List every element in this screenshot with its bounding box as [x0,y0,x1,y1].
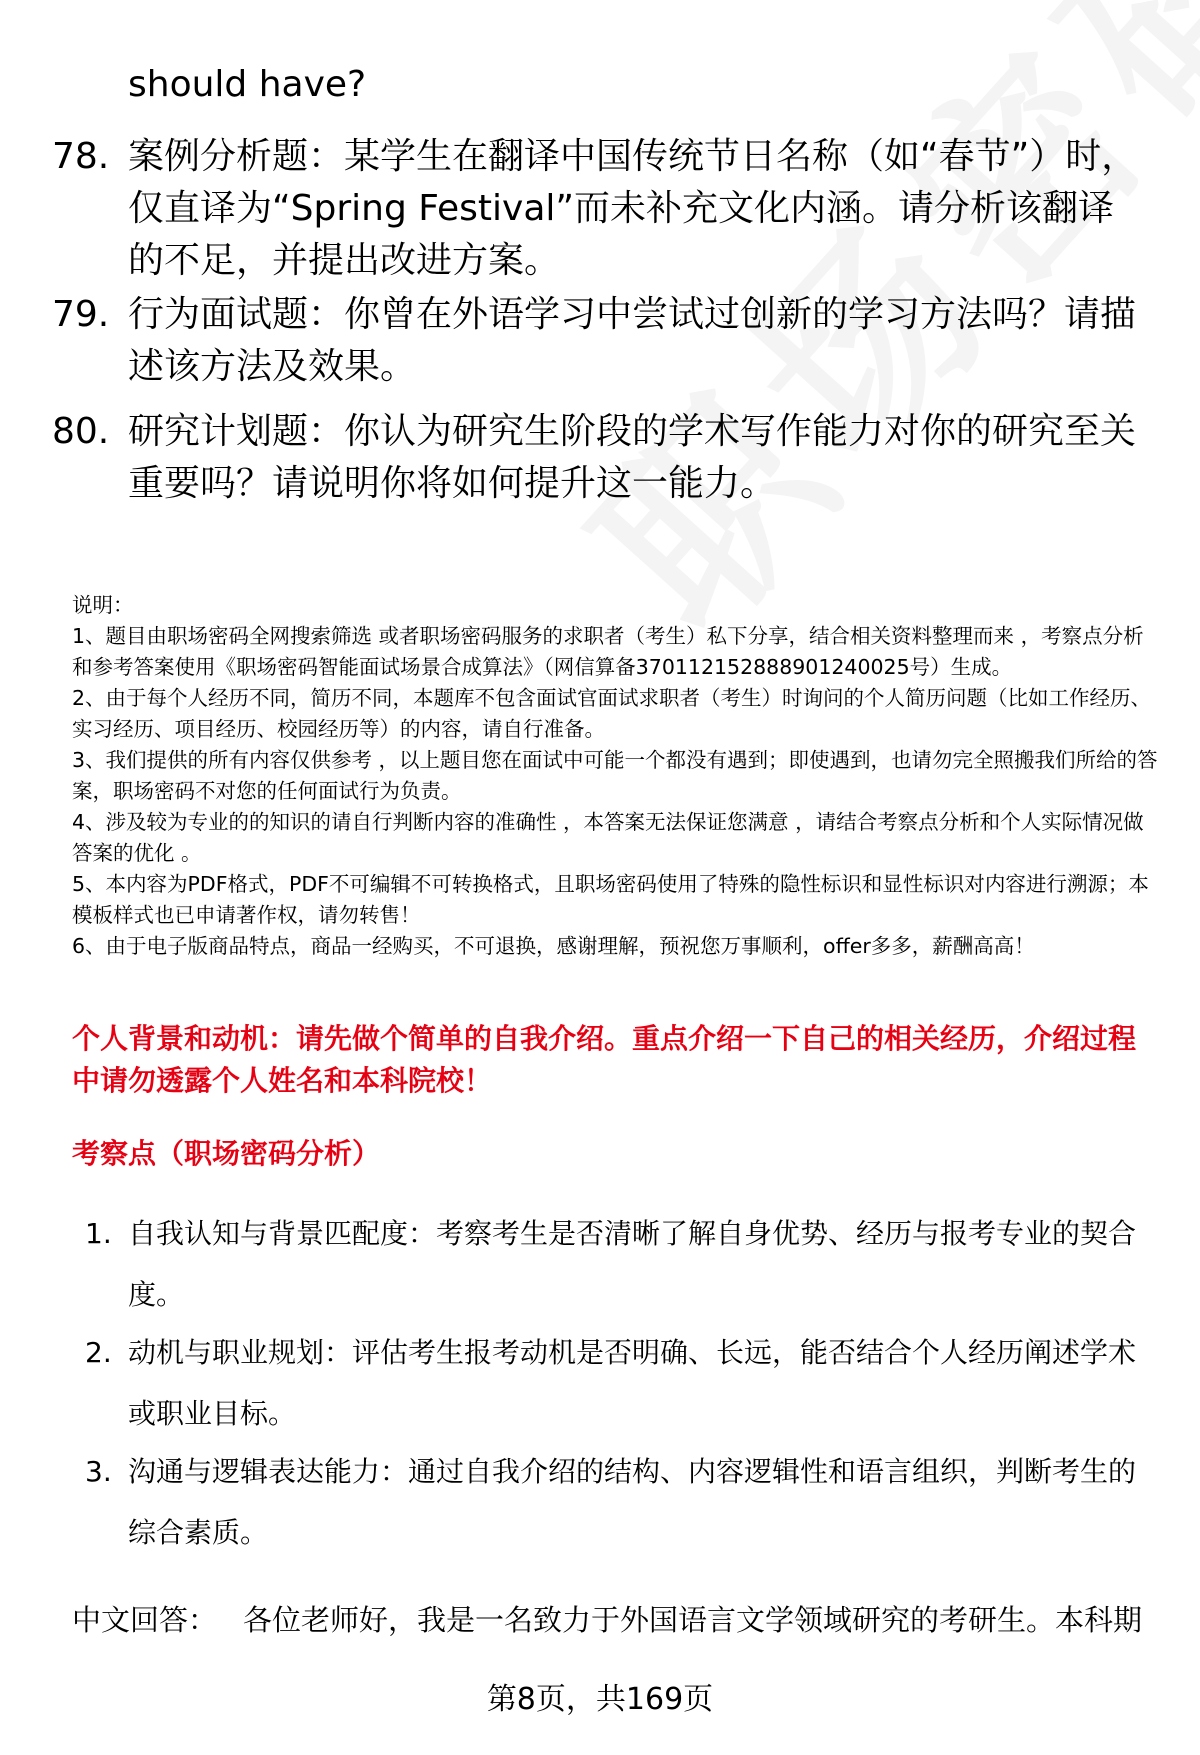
note-item: 6、由于电子版商品特点，商品一经购买，不可退换，感谢理解，预祝您万事顺利，offer多多，薪酬高高！ [72,934,1035,958]
answer-text: 各位老师好，我是一名致力于外国语言文学领域研究的考研生。本科期 [243,1603,1143,1637]
note-item: 3、我们提供的所有内容仅供参考 ，以上题目您在面试中可能一个都没有遇到；即使遇到，也请勿完全照搬我们所给的答案，职场密码不对您的任何面试行为负责。 [72,748,1158,803]
note-item: 4、涉及较为专业的的知识的请自行判断内容的准确性 ，本答案无法保证您满意 ，请结合考察点分析和个人实际情况做答案的优化 。 [72,810,1144,865]
answer-paragraph [72,1600,1142,1640]
note-item: 2、由于每个人经历不同，简历不同，本题库不包含面试官面试求职者（考生）时询问的个人简历问题（比如工作经历、实习经历、项目经历、校园经历等）的内容，请自行准备。 [72,686,1152,741]
note-item: 5、本内容为PDF格式，PDF不可编辑不可转换格式，且职场密码使用了特殊的隐性标识和显性标识对内容进行溯源；本模板样式也已申请著作权，请勿转售！ [72,872,1149,927]
question-number: 79. [52,294,110,335]
key-points-title: 考察点（职场密码分析） [72,1137,381,1170]
key-point-number: 3. [85,1455,112,1488]
key-point-text: 沟通与逻辑表达能力：通过自我介绍的结构、内容逻辑性和语言组织，判断考生的综合素质。 [128,1455,1137,1549]
page-number: 第8页，共169页 [486,1682,714,1717]
answer-label: 中文回答： [72,1603,218,1637]
question-text: 案例分析题：某学生在翻译中国传统节日名称（如“春节”）时，仅直译为“Spring Festival”而未补充文化内涵。请分析该翻译的不足，并提出改进方案。 [128,136,1138,281]
question-text: 行为面试题：你曾在外语学习中尝试过创新的学习方法吗？请描述该方法及效果。 [128,294,1137,387]
question-number: 78. [52,136,110,177]
question-number: 80. [52,411,110,452]
key-point-text: 动机与职业规划：评估考生报考动机是否明确、长远，能否结合个人经历阐述学术或职业目标。 [128,1336,1137,1430]
notes-title: 说明： [72,593,134,617]
key-point-text: 自我认知与背景匹配度：考察考生是否清晰了解自身优势、经历与报考专业的契合度。 [128,1217,1137,1311]
notes-section [72,590,1162,962]
note-item: 1、题目由职场密码全网搜索筛选 或者职场密码服务的求职者（考生）私下分享，结合相关资料整理而来 ，考察点分析和参考答案使用《职场密码智能面试场景合成算法》（网信算备370112152888901240025号）生成。 [72,624,1144,679]
question-text: 研究计划题：你认为研究生阶段的学术写作能力对你的研究至关重要吗？请说明你将如何提升这一能力。 [128,411,1137,504]
question-continuation: should have? [128,64,367,105]
intro-question: 个人背景和动机：请先做个简单的自我介绍。重点介绍一下自己的相关经历，介绍过程中请勿透露个人姓名和本科院校！ [72,1022,1137,1097]
key-point-number: 1. [85,1217,112,1250]
key-point-number: 2. [85,1336,112,1369]
